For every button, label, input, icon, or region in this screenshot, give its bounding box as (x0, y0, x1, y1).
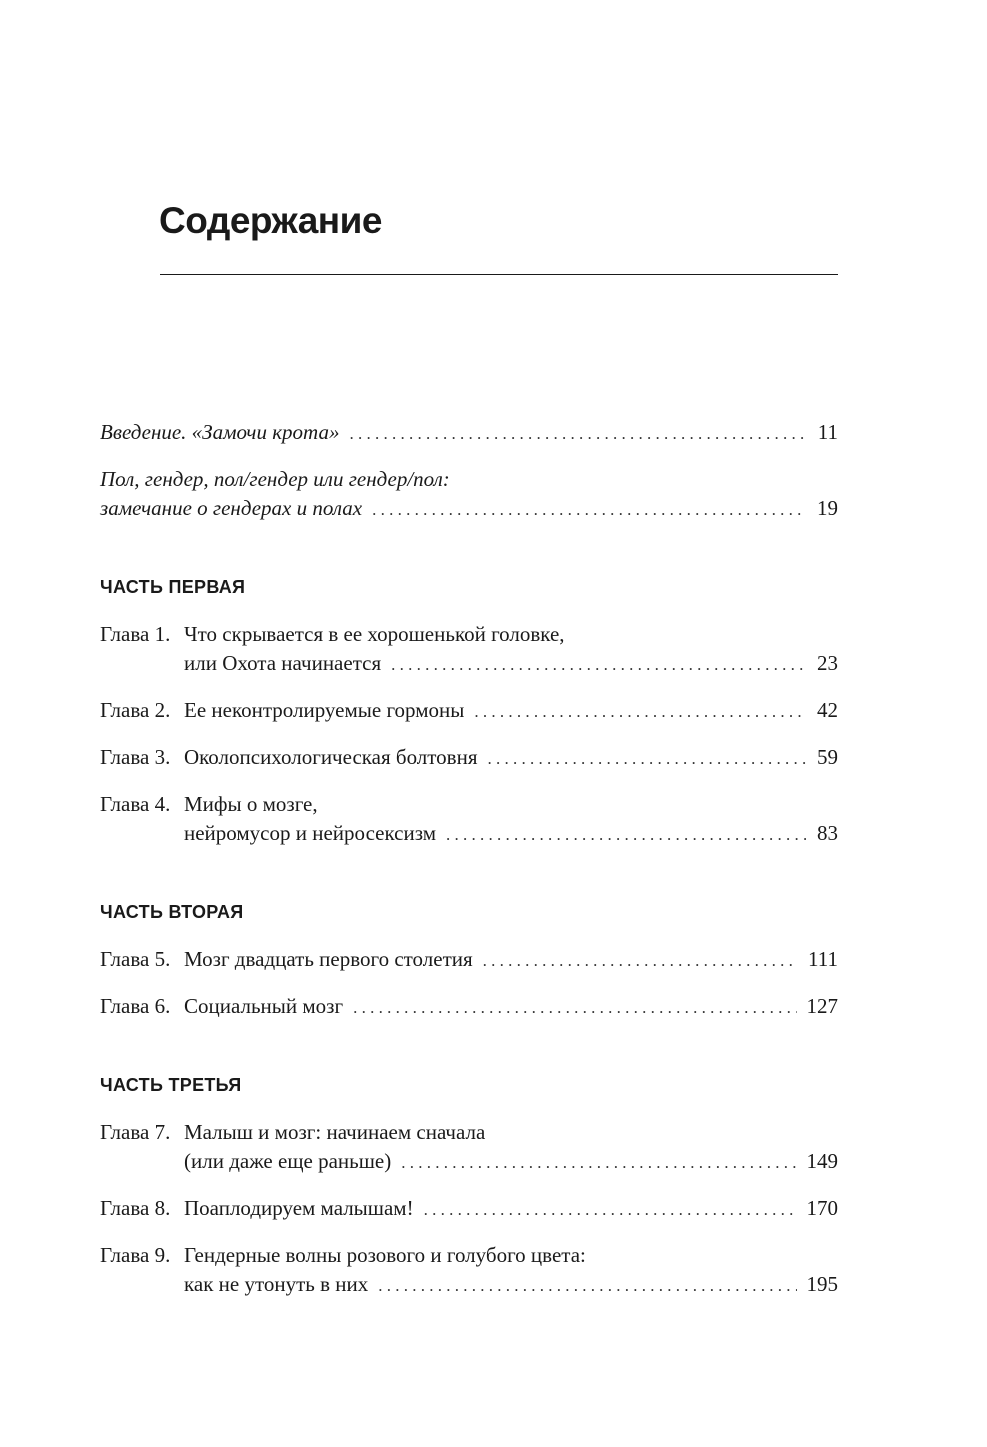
toc-page-number: 195 (806, 1272, 838, 1296)
toc-page-number: 19 (817, 496, 838, 520)
dot-leader (483, 946, 798, 975)
toc-page-number: 127 (806, 994, 838, 1018)
chapter-number: Глава 2. (100, 698, 171, 722)
toc-entry-chapter-9[interactable] (100, 1241, 838, 1299)
toc-page-number: 149 (806, 1149, 838, 1173)
toc-entry-chapter-5[interactable] (100, 945, 838, 974)
toc-entry-chapter-8[interactable] (100, 1194, 838, 1223)
part-heading: ЧАСТЬ ПЕРВАЯ (100, 577, 246, 597)
dot-leader (424, 1195, 797, 1224)
toc-entry-label: Малыш и мозг: начинаем сначала (184, 1120, 486, 1144)
toc-page-number: 83 (817, 821, 838, 845)
part-heading: ЧАСТЬ ВТОРАЯ (100, 902, 244, 922)
toc-page-number: 23 (817, 651, 838, 675)
toc-page-number: 11 (817, 420, 838, 444)
toc-entry-label: Социальный мозг (184, 994, 344, 1018)
toc-entry-chapter-2[interactable] (100, 696, 838, 725)
dot-leader (446, 820, 806, 849)
part-heading: ЧАСТЬ ТРЕТЬЯ (100, 1075, 242, 1095)
toc-page-number: 59 (817, 745, 838, 769)
toc-entry-label: Гендерные волны розового и голубого цвета: (184, 1243, 586, 1267)
toc-entry-label: Пол, гендер, пол/гендер или гендер/пол: (100, 467, 450, 491)
toc-entry-label: Введение. «Замочи крота» (100, 420, 340, 444)
toc-entry-intro[interactable] (100, 418, 838, 447)
toc-entry-chapter-4[interactable] (100, 790, 838, 848)
toc-page-number: 170 (806, 1196, 838, 1220)
chapter-number: Глава 7. (100, 1120, 171, 1144)
toc-entry-label: Что скрывается в ее хорошенькой головке, (184, 622, 565, 646)
dot-leader (353, 993, 796, 1022)
toc-entry-label: Мозг двадцать первого столетия (184, 947, 473, 971)
toc-entry-chapter-6[interactable] (100, 992, 838, 1021)
chapter-number: Глава 3. (100, 745, 171, 769)
toc-entry-label: замечание о гендерах и полах (100, 496, 363, 520)
toc-entry-label: нейромусор и нейросексизм (184, 821, 436, 845)
toc-entry-label: Околопсихологическая болтовня (184, 745, 478, 769)
dot-leader (474, 697, 806, 726)
chapter-number: Глава 6. (100, 994, 171, 1018)
toc-entry-label: Поаплодируем малышам! (184, 1196, 414, 1220)
table-of-contents (100, 418, 838, 1317)
chapter-number: Глава 8. (100, 1196, 171, 1220)
dot-leader (378, 1271, 796, 1300)
toc-entry-label: как не утонуть в них (184, 1272, 369, 1296)
toc-entry-label: Ее неконтролируемые гормоны (184, 698, 465, 722)
chapter-number: Глава 4. (100, 792, 171, 816)
dot-leader (349, 419, 806, 448)
toc-entry-chapter-1[interactable] (100, 620, 838, 678)
chapter-number: Глава 9. (100, 1243, 171, 1267)
page-title: Содержание (159, 200, 382, 241)
toc-entry-chapter-7[interactable] (100, 1118, 838, 1176)
toc-page-number: 42 (817, 698, 838, 722)
dot-leader (391, 650, 806, 679)
toc-entry-note[interactable] (100, 465, 838, 523)
toc-page-number: 111 (808, 947, 838, 971)
dot-leader (488, 744, 807, 773)
toc-entry-label: Мифы о мозге, (184, 792, 318, 816)
title-rule (160, 274, 838, 275)
chapter-number: Глава 1. (100, 622, 171, 646)
chapter-number: Глава 5. (100, 947, 171, 971)
toc-entry-chapter-3[interactable] (100, 743, 838, 772)
dot-leader (372, 495, 806, 524)
toc-entry-label: (или даже еще раньше) (184, 1149, 392, 1173)
toc-entry-label: или Охота начинается (184, 651, 382, 675)
dot-leader (401, 1148, 796, 1177)
